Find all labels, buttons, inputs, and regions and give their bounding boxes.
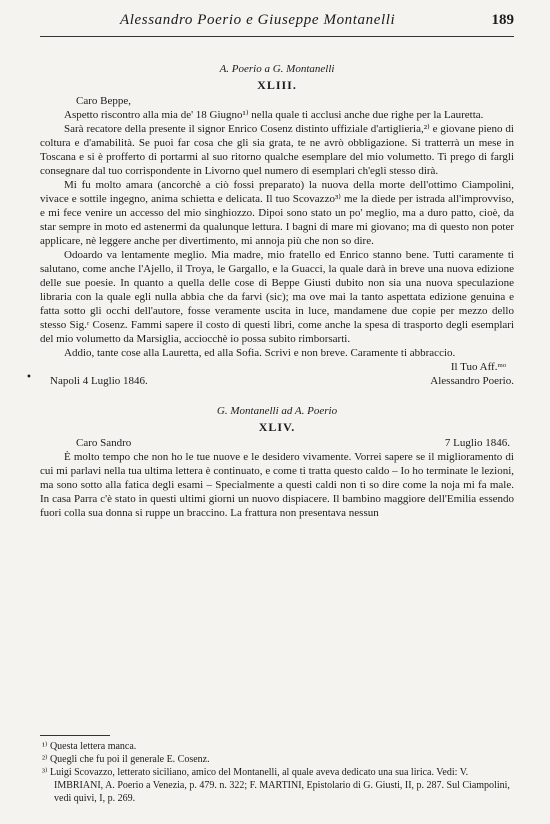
letter-date: 7 Luglio 1846.	[444, 437, 510, 449]
signoff-row	[40, 374, 514, 388]
letter-closing: Il Tuo Aff.ᵐᵒ	[450, 361, 506, 373]
letter-heading: A. Poerio a G. Montanelli	[219, 63, 335, 75]
page-number: 189	[491, 12, 514, 28]
letter-paragraph: Mi fu molto amara (ancorchè a ciò fossi preparato) la nuova della morte dell'ottimo Ciampolini, vivace e sottile ingegno, anima schietta e delicata. Il tuo Scovazzo³⁾ me la diede per istrada all'improvviso, e mi fece venire un accesso del mio singhiozzo. Dipoi sono stato un po' meglio, ma a duro patto, cioè, da star sempre in moto ed astenermi da qualunque lettura. I bagni di mare mi giovano; ma di questo non poter applicare, nè leggere anche per divertimento, mi annoja più che non so dire.	[40, 179, 514, 247]
page-body	[40, 62, 514, 520]
letter-paragraph: Addio, tante cose alla Lauretta, ed alla Sofia. Scrivi e non breve. Caramente ti abbraccio.	[64, 347, 456, 359]
letter-salutation: Caro Beppe,	[76, 95, 131, 107]
letter-xliv	[40, 404, 514, 520]
letter-paragraph: Sarà recatore della presente il signor Enrico Cosenz distinto uffiziale d'artiglieria,²⁾ e giovane pieno di coltura e d'amabilità. Se puoi far cosa che gli sia grata, te ne avrò obbligazione. Si tratterrà un mese in Toscana e si è profferto di portarmi al suo ritorno qualche esemplare del mio volumetto. Ti prego di fargli consegnare dal tuo corrispondente in Livorno quel numero di esemplari ch'egli stesso dirà.	[40, 123, 514, 177]
letter-paragraph: È molto tempo che non ho le tue nuove e le desidero vivamente. Vorrei sapere se il miglioramento di cui mi parlavi nella tua ultima lettera è continuato, e come ti tratta questo caldo – Io ho terminate le lezioni, ma sono sotto alla fatica degli esami – Specialmente a questi caldi non ti so dire come la noja mi fa male. In casa Parra c'è stato in questi ultimi giorni un nuovo dispiacere. Il bambino maggiore dell'Emilia essendo fuori colla sua donna si ruppe un braccino. La frattura non presentava nessun	[40, 451, 514, 519]
letter-paragraph: Odoardo va lentamente meglio. Mia madre, mio fratello ed Enrico stanno bene. Tutti caramente ti salutano, come anche l'Ajello, il Troya, le Gargallo, e la Guacci, la quale darà in breve una nuova edizione delle sue poesie. In quanto a quella delle cose di Beppe Giusti dubito non sia una nuova speculazione libraria con la quale egli nulla abbia che da farvi (sic); ma ove mai la tanto aspettata edizione genuina e fatta sotto gli occhi dell'autore, fosse veramente uscita in luce, mandamene due copie per mezzo dello stesso Sig.ʳ Cosenz. Fammi sapere il costo di questi libri, come anche la spesa di trasporto degli esemplari del mio volumetto da Marsiglia, acciocchè io possa subito rimborsarti.	[40, 249, 514, 345]
place-date: Napoli 4 Luglio 1846.	[50, 375, 148, 387]
letter-xliii	[40, 62, 514, 388]
footnote: ²⁾ Quegli che fu poi il generale E. Cosenz.	[42, 754, 210, 765]
footnote: ³⁾ Luigi Scovazzo, letterato siciliano, amico del Montanelli, al quale aveva dedicato una sua lirica. Vedi: V. IMBRIANI, A. Poerio a Venezia, p. 479. n. 322; F. MARTINI, Epistolario di G. Giusti, II, p. 287. Sul Ciampolini, vedi quivi, I, p. 269.	[42, 767, 510, 804]
running-title: Alessandro Poerio e Giuseppe Montanelli	[120, 12, 396, 28]
letter-number: XLIV.	[258, 420, 296, 434]
letter-heading: G. Montanelli ad A. Poerio	[216, 405, 338, 417]
running-head	[40, 10, 514, 37]
signature: Alessandro Poerio.	[430, 375, 514, 387]
letter-paragraph: Aspetto riscontro alla mia de' 18 Giugno¹⁾ nella quale ti acclusi anche due righe per la Lauretta.	[64, 109, 484, 121]
letter-salutation: Caro Sandro	[76, 437, 132, 449]
salutation-row	[40, 436, 514, 450]
footnote-rule	[40, 735, 110, 736]
letter-number: XLIII.	[257, 78, 297, 92]
footnotes	[40, 735, 514, 805]
margin-mark: •	[26, 372, 32, 383]
footnote: ¹⁾ Questa lettera manca.	[42, 741, 137, 752]
